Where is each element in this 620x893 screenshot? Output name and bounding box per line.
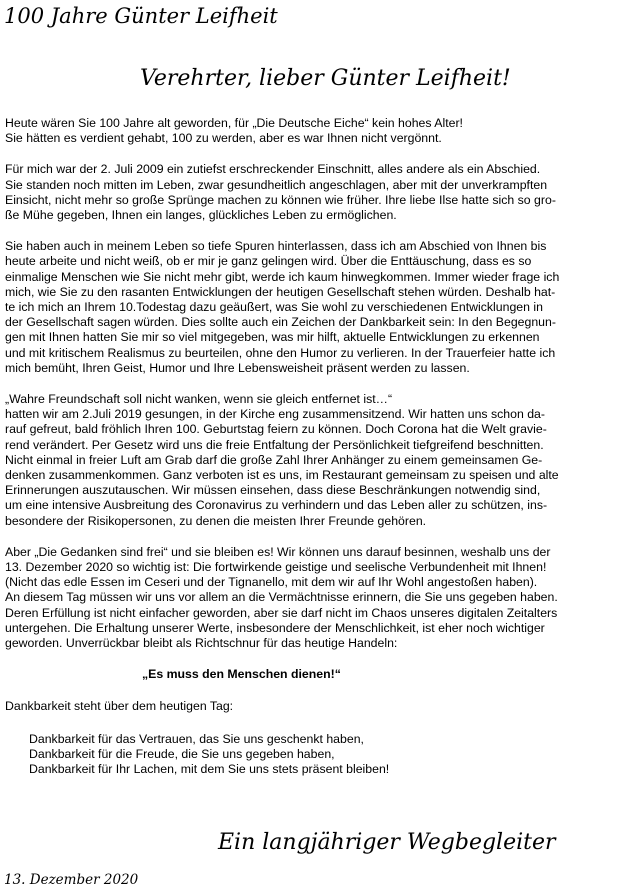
paragraph <box>5 162 615 223</box>
thanks-intro: Dankbarkeit steht über dem heutigen Tag: <box>5 698 234 713</box>
letter-body <box>5 116 615 777</box>
text-line: Erinnerungen auszutauschen. Wir müssen einsehen, dass diese Beschränkungen notwendig sind, <box>5 483 541 498</box>
thanks-line: Dankbarkeit für Ihr Lachen, mit dem Sie uns stets präsent bleiben! <box>29 762 390 777</box>
thanks-list <box>29 732 615 778</box>
text-line: Für mich war der 2. Juli 2009 ein zutiefst erschreckender Einschnitt, alles andere als ein Abschied. <box>5 162 541 177</box>
signature: Ein langjähriger Wegbegleiter <box>218 830 556 855</box>
text-line: rauf gefreut, bald fröhlich Ihren 100. Geburtstag feiern zu können. Doch Corona hat die Welt gravie- <box>5 422 547 437</box>
text-line: Deren Erfüllung ist nicht einfacher geworden, aber sie darf nicht im Chaos unseres digitalen Zeitalters <box>5 605 558 620</box>
text-line: Sie standen noch mitten im Leben, zwar gesundheitlich angeschlagen, aber mit der unverkrampften <box>5 177 548 192</box>
text-line: (Nicht das edle Essen im Ceseri und der Tignanello, mit dem wir auf Ihr Wohl angestoßen haben). <box>5 575 538 590</box>
paragraph <box>5 545 615 651</box>
text-line: mich, wie Sie zu den rasanten Entwicklungen der heutigen Gesellschaft stehen würden. Deshalb hat- <box>5 284 556 299</box>
text-line: und mit kritischem Realismus zu beurteilen, ohne den Humor zu verlieren. In der Trauerfeier hatte ich <box>5 345 556 360</box>
paragraph <box>5 116 615 146</box>
text-line: Nicht einmal in freier Luft am Grab darf die große Zahl Ihrer Anhänger zu einem gemeinsamen Ge- <box>5 452 543 467</box>
text-line: An diesem Tag müssen wir uns vor allem an die Vermächtnisse erinnern, die Sie uns gegeben haben. <box>5 590 558 605</box>
text-line: um eine intensive Ausbreitung des Coronavirus zu verhindern und das Leben aller zu schützen, ins- <box>5 498 548 513</box>
text-line: besondere der Risikopersonen, zu denen die meisten Ihrer Freunde gehören. <box>5 513 427 528</box>
document-title: 100 Jahre Günter Leifheit <box>4 4 278 28</box>
text-line: Sie hätten es verdient gehabt, 100 zu werden, aber es war Ihnen nicht vergönnt. <box>5 131 442 146</box>
text-line: Sie haben auch in meinem Leben so tiefe Spuren hinterlassen, dass ich am Abschied von Ihnen bis <box>5 239 547 254</box>
paragraph <box>5 392 615 529</box>
salutation: Verehrter, lieber Günter Leifheit! <box>140 66 511 91</box>
text-line: gen mit Ihnen hatten Sie mir so viel mitgegeben, was mir hilft, aktuelle Entwicklungen zu erkennen <box>5 330 540 345</box>
text-line: „Wahre Freundschaft soll nicht wanken, wenn sie gleich entfernet ist…“ <box>5 392 393 407</box>
text-line: hatten wir am 2.Juli 2019 gesungen, in der Kirche eng zusammensitzend. Wir hatten uns schon da- <box>5 407 545 422</box>
text-line: mich bemüht, Ihren Geist, Humor und Ihre Lebensweisheit präsent werden zu lassen. <box>5 360 470 375</box>
text-line: heute arbeite und nicht weiß, ob er mir je ganz gelingen wird. Über die Enttäuschung, dass es so <box>5 254 532 269</box>
thanks-line: Dankbarkeit für die Freude, die Sie uns gegeben haben, <box>29 746 335 761</box>
text-line: Einsicht, nicht mehr so große Sprünge machen zu können wie früher. Ihre liebe Ilse hatte sich so gro- <box>5 192 556 207</box>
paragraph <box>5 239 615 376</box>
thanks-line: Dankbarkeit für das Vertrauen, das Sie uns geschenkt haben, <box>29 731 364 746</box>
motto-quote: „Es muss den Menschen dienen!“ <box>142 667 341 682</box>
text-line: einmalige Menschen wie Sie nicht mehr gibt, werde ich kaum hinwegkommen. Immer wieder frage ich <box>5 269 560 284</box>
date-footer: 13. Dezember 2020 <box>4 872 139 888</box>
text-line: der Gesellschaft sagen würden. Dies sollte auch ein Zeichen der Dankbarkeit sein: In den Begegnun- <box>5 315 556 330</box>
text-line: Heute wären Sie 100 Jahre alt geworden, für „Die Deutsche Eiche“ kein hohes Alter! <box>5 116 463 130</box>
text-line: Aber „Die Gedanken sind frei“ und sie bleiben es! Wir können uns darauf besinnen, weshalb uns der <box>5 544 551 559</box>
text-line: 13. Dezember 2020 so wichtig ist: Die fortwirkende geistige und seelische Verbundenheit mit Ihnen! <box>5 560 547 575</box>
text-line: untergehen. Die Erhaltung unserer Werte, insbesondere der Menschlichkeit, ist eher noch wichtiger <box>5 620 545 635</box>
text-line: denken zusammenkommen. Ganz verboten ist es uns, im Restaurant gemeinsam zu speisen und alte <box>5 468 559 483</box>
text-line: geworden. Unverrückbar bleibt als Richtschnur für das heutige Handeln: <box>5 636 398 651</box>
text-line: ße Mühe gegeben, Ihnen ein langes, glückliches Leben zu ermöglichen. <box>5 208 397 223</box>
text-line: te ich mich an Ihrem 10.Todestag dazu geäußert, was Sie wohl zu verschiedenen Entwicklungen in <box>5 300 543 315</box>
text-line: rend verändert. Per Gesetz wird uns die freie Entfaltung der Persönlichkeit tiefgreifend beschnitten. <box>5 437 544 452</box>
